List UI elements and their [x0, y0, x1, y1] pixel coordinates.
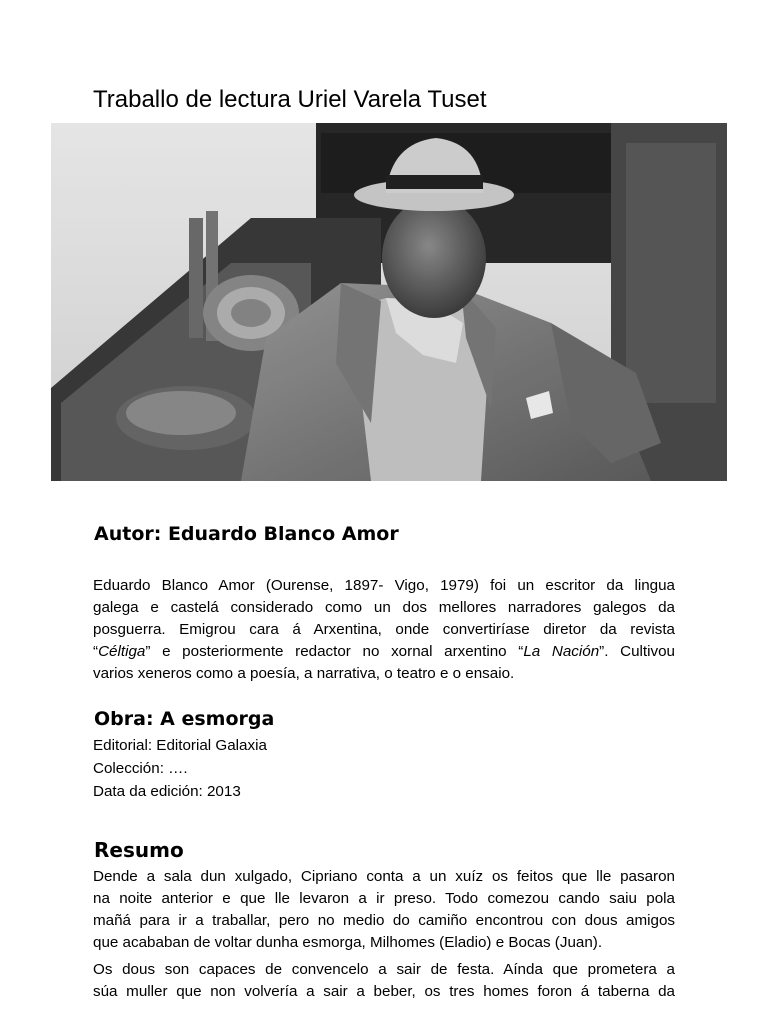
bio-line: varios xeneros como a poesía, a narrativa, o teatro e o ensaio. [93, 665, 515, 682]
work-heading: Obra: A esmorga [94, 708, 275, 730]
author-photo [51, 123, 727, 481]
edition-date-line: Data da edición: 2013 [93, 783, 241, 800]
bio-line-with-publications: “Céltiga” e posteriormente redactor no xornal arxentino “La Nación”. Cultivou [93, 643, 675, 660]
summary-paragraph-2 [93, 959, 675, 1003]
bio-line: galega e castelá considerado como un dos mellores narradores galegos da [93, 599, 675, 616]
summary-line: que acababan de voltar dunha esmorga, Milhomes (Eladio) e Bocas (Juan). [93, 934, 603, 951]
magazine-name: Céltiga [98, 643, 146, 660]
author-bio [93, 575, 675, 685]
summary-line: súa muller que non volvería a sair a beber, os tres homes foron á taberna da [93, 983, 675, 1000]
summary-line: na noite anterior e que lle levaron a ir preso. Todo comezou cando saiu pola [93, 890, 675, 907]
summary-line: Dende a sala dun xulgado, Cipriano conta a un xuíz os feitos que lle pasaron [93, 868, 675, 885]
bio-line: posguerra. Emigrou cara á Arxentina, onde convertiríase diretor da revista [93, 621, 675, 638]
author-heading: Autor: Eduardo Blanco Amor [94, 523, 399, 545]
collection-line: Colección: …. [93, 760, 188, 777]
summary-paragraph-1 [93, 866, 675, 954]
editorial-line: Editorial: Editorial Galaxia [93, 737, 267, 754]
summary-line: mañá para ir a traballar, pero no medio do camiño encontrou con dous amigos [93, 912, 675, 929]
summary-line: Os dous son capaces de convencelo a sair de festa. Aínda que prometera a [93, 961, 675, 978]
summary-heading: Resumo [94, 838, 184, 862]
newspaper-name: La Nación [523, 643, 600, 660]
bio-line: Eduardo Blanco Amor (Ourense, 1897- Vigo, 1979) foi un escritor da lingua [93, 577, 675, 594]
document-title: Traballo de lectura Uriel Varela Tuset [93, 86, 487, 113]
